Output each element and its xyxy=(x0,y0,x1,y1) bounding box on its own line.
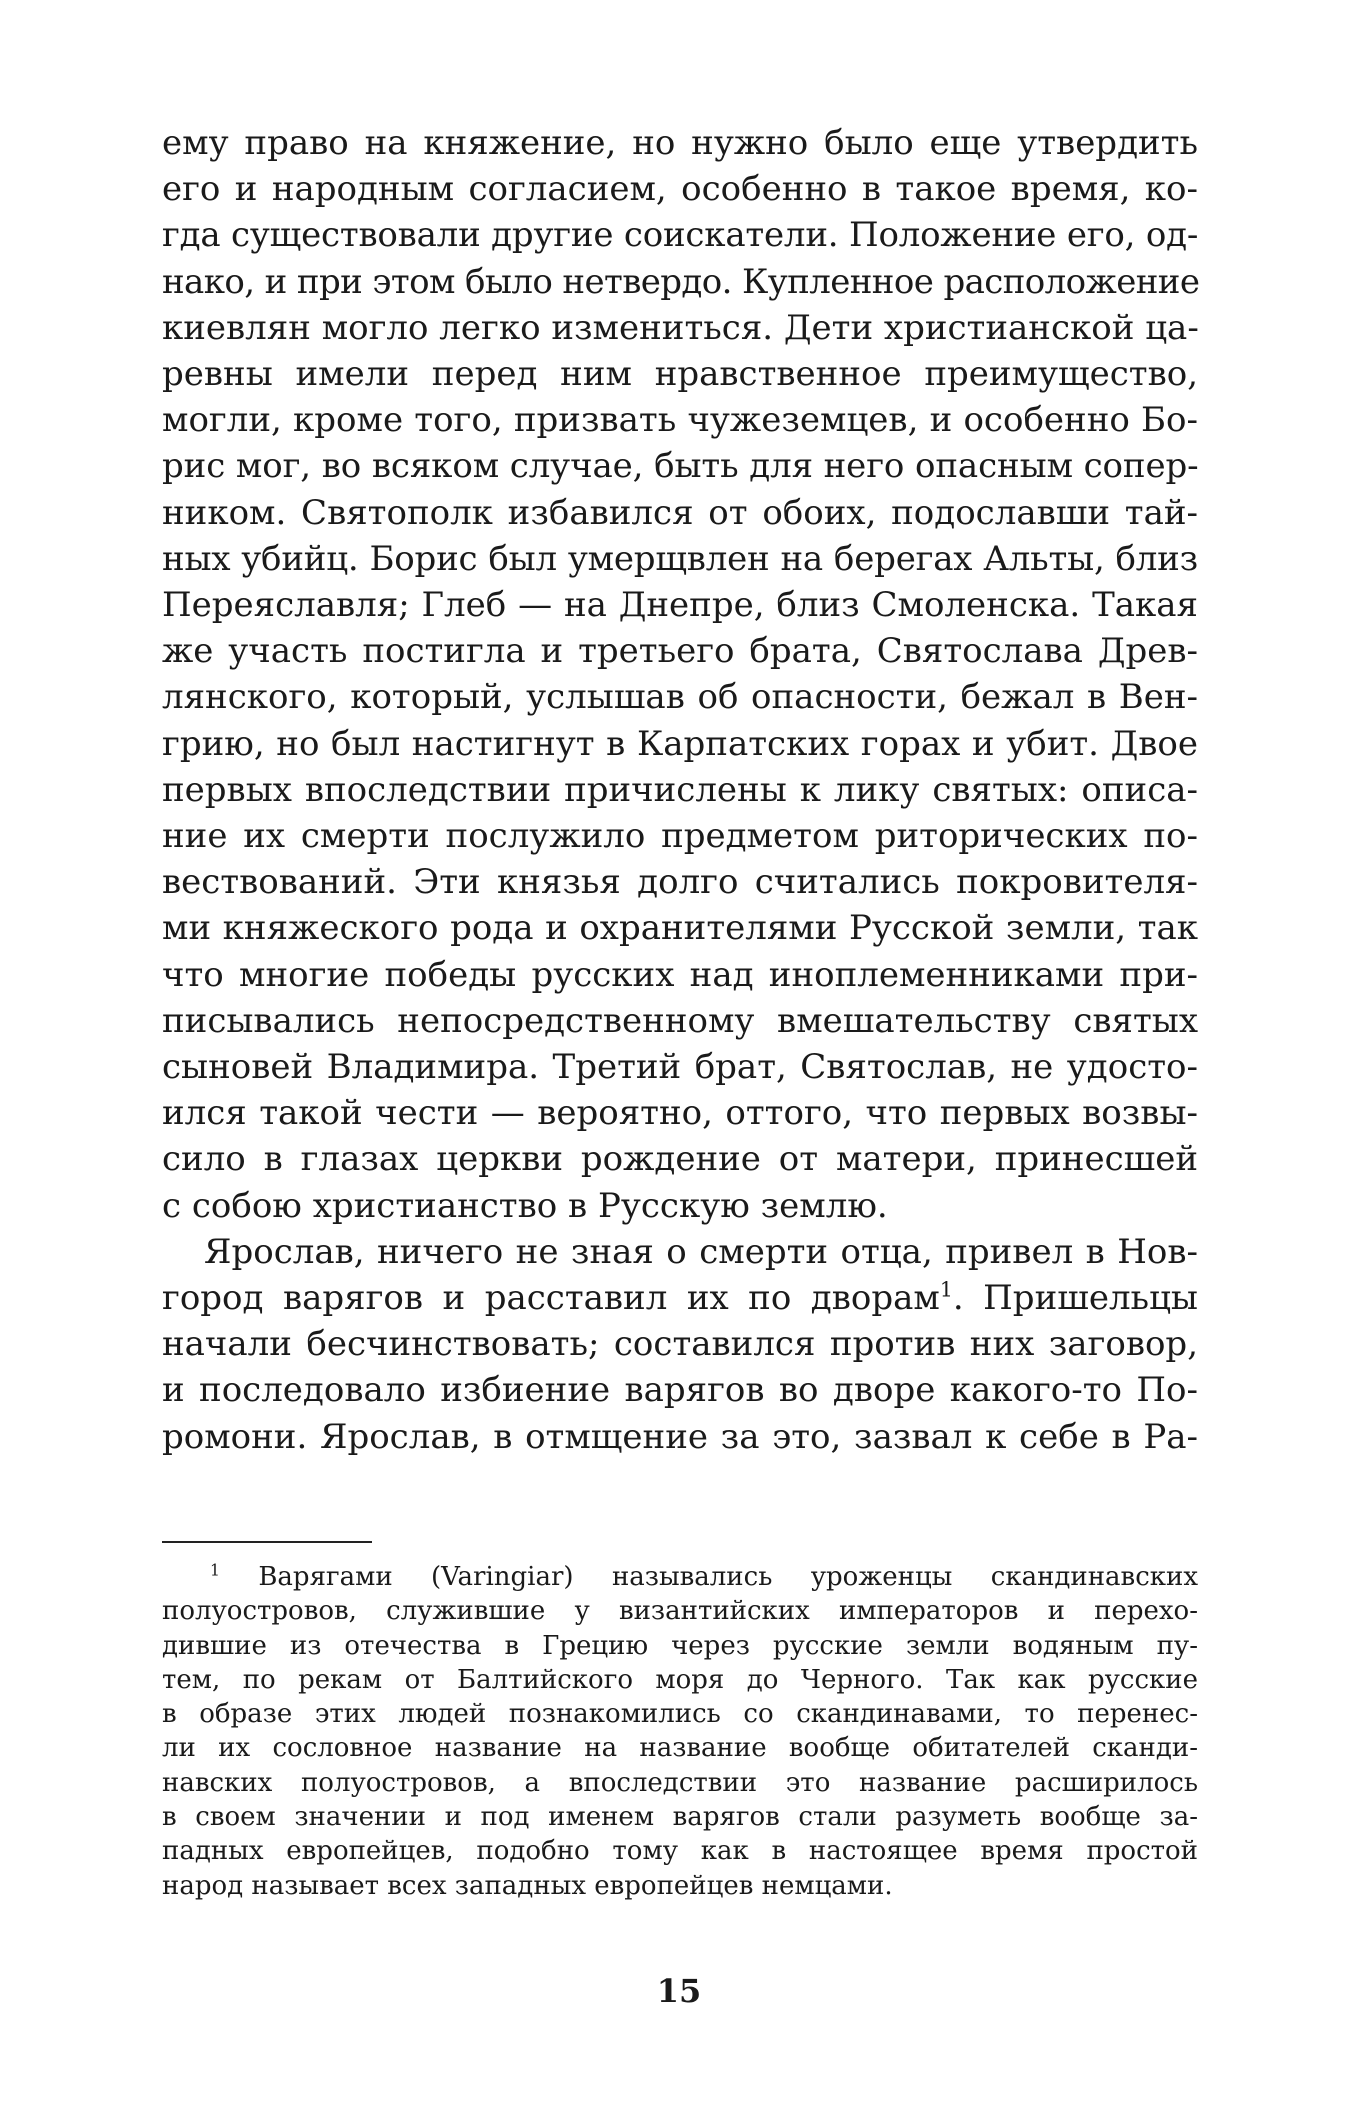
text-line: же участь постигла и третьего брата, Святослава Древ- xyxy=(162,631,1198,672)
footnote-line: ли их сословное название на название вообще обитателей сканди- xyxy=(162,1733,1198,1764)
page-number: 15 xyxy=(656,1972,702,2010)
paragraph-2 xyxy=(162,1229,1198,1460)
text-line: ромони. Ярослав, в отмщение за это, зазвал к себе в Ра- xyxy=(162,1416,1198,1457)
text-line: и последовало избиение варягов во дворе какого-то По- xyxy=(162,1370,1198,1411)
text-line: нако, и при этом было нетвердо. Купленное расположение xyxy=(162,261,1200,302)
text-line: ных убийц. Борис был умерщвлен на берегах Альты, близ xyxy=(162,538,1198,579)
text-line: ние их смерти послужило предметом риторических по- xyxy=(162,816,1198,857)
text-line: его и народным согласием, особенно в такое время, ко- xyxy=(162,169,1198,210)
paragraph-1 xyxy=(162,120,1198,1229)
footnote-line xyxy=(162,1560,1198,1594)
text-line: начали бесчинствовать; составился против них заговор, xyxy=(162,1324,1198,1365)
text-line: что многие победы русских над иноплеменниками при- xyxy=(162,954,1198,995)
footnote-line: в образе этих людей познакомились со скандинавами, то перенес- xyxy=(162,1699,1198,1730)
text-line: гда существовали другие соискатели. Положение его, од- xyxy=(162,215,1199,256)
text-line: Переяславля; Глеб — на Днепре, близ Смоленска. Такая xyxy=(162,585,1198,626)
footnote-line: полуостровов, служившие у византийских императоров и перехо- xyxy=(162,1596,1198,1627)
footnote xyxy=(162,1560,1198,1903)
text-line: ревны имели перед ним нравственное преимущество, xyxy=(162,354,1198,395)
text-line: сыновей Владимира. Третий брат, Святослав, не удосто- xyxy=(162,1047,1198,1088)
text-line: лянского, который, услышав об опасности, бежал в Вен- xyxy=(162,677,1198,718)
footnote-line: дившие из отечества в Грецию через русские земли водяным пу- xyxy=(162,1630,1198,1661)
text-line: грию, но был настигнут в Карпатских горах и убит. Двое xyxy=(162,723,1198,764)
text-line: первых впоследствии причислены к лику святых: описа- xyxy=(162,769,1198,810)
footnote-body xyxy=(162,1594,1198,1903)
main-text xyxy=(162,120,1198,1460)
text-line: киевлян могло легко измениться. Дети христианской ца- xyxy=(162,307,1199,348)
text-segment: город варягов и расставил их по дворам xyxy=(162,1278,940,1319)
footnote-line: тем, по рекам от Балтийского моря до Черного. Так как русские xyxy=(162,1664,1198,1695)
text-line xyxy=(162,1275,1198,1321)
text-line: с собою христианство в Русскую землю. xyxy=(162,1185,888,1226)
footnote-line: в своем значении и под именем варягов стали разуметь вообще за- xyxy=(162,1802,1198,1833)
text-line: Ярослав, ничего не зная о смерти отца, привел в Нов- xyxy=(204,1231,1198,1272)
footnote-line: навских полуостровов, а впоследствии это название расширилось xyxy=(162,1767,1198,1798)
text-line: писывались непосредственному вмешательству святых xyxy=(162,1000,1198,1041)
footnote-divider xyxy=(162,1541,372,1543)
footnote-line: падных европейцев, подобно тому как в настоящее время простой xyxy=(162,1836,1198,1867)
footnote-reference: 1 xyxy=(939,1277,953,1302)
text-line: ми княжеского рода и охранителями Русской земли, так xyxy=(162,908,1198,949)
text-line: вествований. Эти князья долго считались покровителя- xyxy=(162,862,1198,903)
text-line: ником. Святополк избавился от обоих, подославши тай- xyxy=(162,492,1198,533)
text-line: могли, кроме того, призвать чужеземцев, и особенно Бо- xyxy=(162,400,1198,441)
text-line: ился такой чести — вероятно, оттого, что первых возвы- xyxy=(162,1093,1198,1134)
text-segment: Варягами (Varingiar) назывались уроженцы скандинавских xyxy=(258,1562,1199,1592)
text-segment: . Пришельцы xyxy=(952,1278,1198,1319)
text-line: ему право на княжение, но нужно было еще утвердить xyxy=(162,123,1198,163)
text-line: сило в глазах церкви рождение от матери, принесшей xyxy=(162,1139,1198,1180)
footnote-mark: 1 xyxy=(210,1561,220,1580)
text-line: рис мог, во всяком случае, быть для него опасным сопер- xyxy=(162,446,1199,487)
footnote-line: народ называет всех западных европейцев немцами. xyxy=(162,1870,893,1901)
